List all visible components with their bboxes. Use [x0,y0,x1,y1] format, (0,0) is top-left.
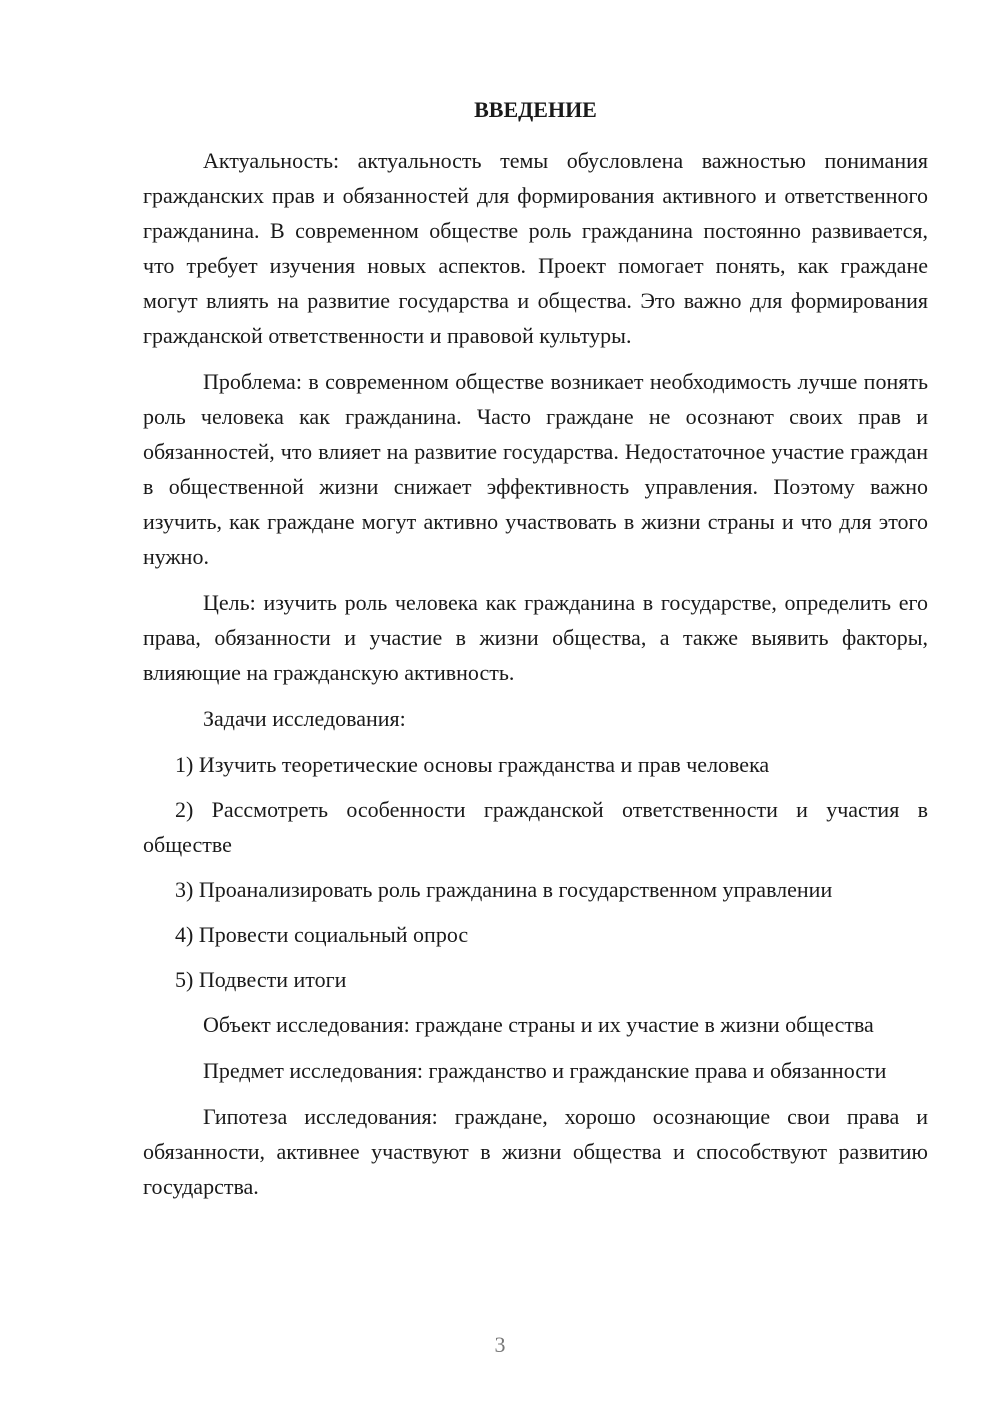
list-item: 2) Рассмотреть особенности гражданской ответственности и участия в обществе [143,797,928,857]
paragraph-hypothesis: Гипотеза исследования: граждане, хорошо осознающие свои права и обязанности, активнее участвуют в жизни общества и способствуют развитию государства. [143,1104,928,1199]
paragraph-subject: Предмет исследования: гражданство и гражданские права и обязанности [203,1058,887,1083]
document-page [143,94,928,1215]
paragraph-object: Объект исследования: граждане страны и их участие в жизни общества [203,1012,874,1037]
tasks-list [143,747,928,997]
list-item: 5) Подвести итоги [175,967,347,992]
page-number: 3 [494,1332,506,1357]
paragraph-goal: Цель: изучить роль человека как гражданина в государстве, определить его права, обязанности и участие в жизни общества, а также выявить факторы, влияющие на гражданскую активность. [143,590,928,685]
tasks-heading: Задачи исследования: [203,706,406,731]
list-item: 3) Проанализировать роль гражданина в государственном управлении [175,877,833,902]
list-item: 4) Провести социальный опрос [175,922,469,947]
page-title: ВВЕДЕНИЕ [474,97,597,122]
paragraph-problem: Проблема: в современном обществе возникает необходимость лучше понять роль человека как гражданина. Часто граждане не осознают своих прав и обязанностей, что влияет на развитие государства. Недостаточное участие граждан в общественной жизни снижает эффективность управления. Поэтому важно изучить, как граждане могут активно участвовать в жизни страны и что для этого нужно. [143,369,928,569]
paragraph-relevance: Актуальность: актуальность темы обусловлена важностью понимания гражданских прав и обязанностей для формирования активного и ответственного гражданина. В современном обществе роль гражданина постоянно развивается, что требует изучения новых аспектов. Проект помогает понять, как граждане могут влиять на развитие государства и общества. Это важно для формирования гражданской ответственности и правовой культуры. [143,148,928,348]
list-item: 1) Изучить теоретические основы гражданства и прав человека [175,752,770,777]
